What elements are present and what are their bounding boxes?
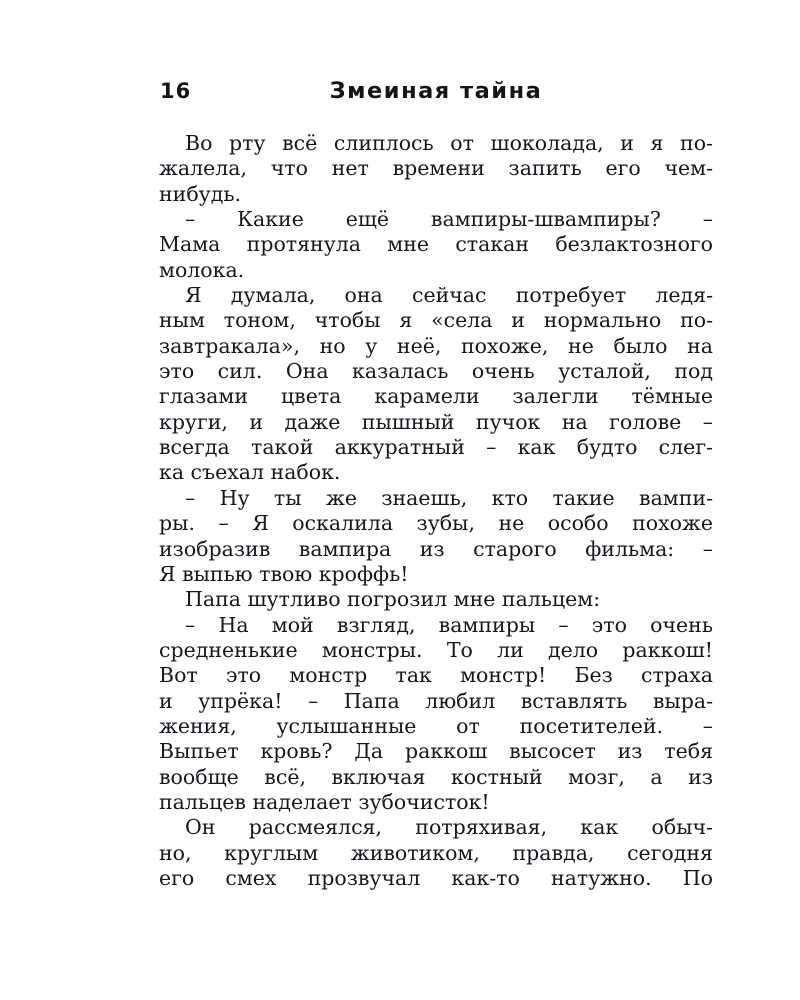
text-line: это сил. Она казалась очень усталой, под (159, 359, 713, 384)
text-line: жения, услышанные от посетителей. – (159, 713, 713, 738)
text-line: – Ну ты же знаешь, кто такие вампи- (185, 485, 713, 510)
text-line: Мама протянула мне стакан безлактозного (159, 232, 713, 257)
text-line: изобразив вампира из старого фильма: – (159, 536, 713, 561)
text-line: ка съехал набок. (159, 460, 341, 485)
text-line: пальцев наделает зубочисток! (159, 789, 490, 814)
page-header (159, 78, 713, 105)
text-line: Папа шутливо погрозил мне пальцем: (185, 587, 601, 612)
text-line: но, круглым животиком, правда, сегодня (159, 840, 713, 865)
text-line: ры. – Я оскалила зубы, не особо похоже (159, 511, 713, 536)
text-column (159, 78, 713, 891)
text-line: средненькие монстры. То ли дело раккош! (159, 637, 713, 662)
text-line: Выпьет кровь? Да раккош высосет из тебя (159, 739, 713, 764)
text-line: жалела, что нет времени запить его чем- (159, 156, 713, 181)
text-line: – На мой взгляд, вампиры – это очень (185, 612, 713, 637)
text-line: круги, и даже пышный пучок на голове – (159, 409, 713, 434)
body-text (159, 131, 713, 891)
page-number: 16 (160, 79, 192, 103)
text-line: Я выпью твою кроффь! (159, 561, 409, 586)
running-title: Змеиная тайна (329, 78, 543, 104)
text-line: Я думала, она сейчас потребует ледя- (185, 283, 713, 308)
text-line: глазами цвета карамели залегли тёмные (159, 384, 713, 409)
text-line: – Какие ещё вампиры-швампиры? – (185, 207, 713, 232)
text-line: и упрёка! – Папа любил вставлять выра- (159, 688, 713, 713)
text-line: вообще всё, включая костный мозг, а из (159, 764, 713, 789)
text-line: его смех прозвучал как-то натужно. По (159, 865, 713, 890)
text-line: молока. (159, 257, 245, 282)
text-line: нибудь. (159, 181, 242, 206)
text-line: Он рассмеялся, потряхивая, как обыч- (185, 815, 713, 840)
text-line: ным тоном, чтобы я «села и нормально по- (159, 308, 713, 333)
text-line: Вот это монстр так монстр! Без страха (159, 663, 713, 688)
text-line: завтракала», но у неё, похоже, не было на (159, 333, 713, 358)
text-line: Во рту всё слиплось от шоколада, и я по- (185, 131, 713, 155)
text-line: всегда такой аккуратный – как будто слег- (159, 435, 713, 460)
